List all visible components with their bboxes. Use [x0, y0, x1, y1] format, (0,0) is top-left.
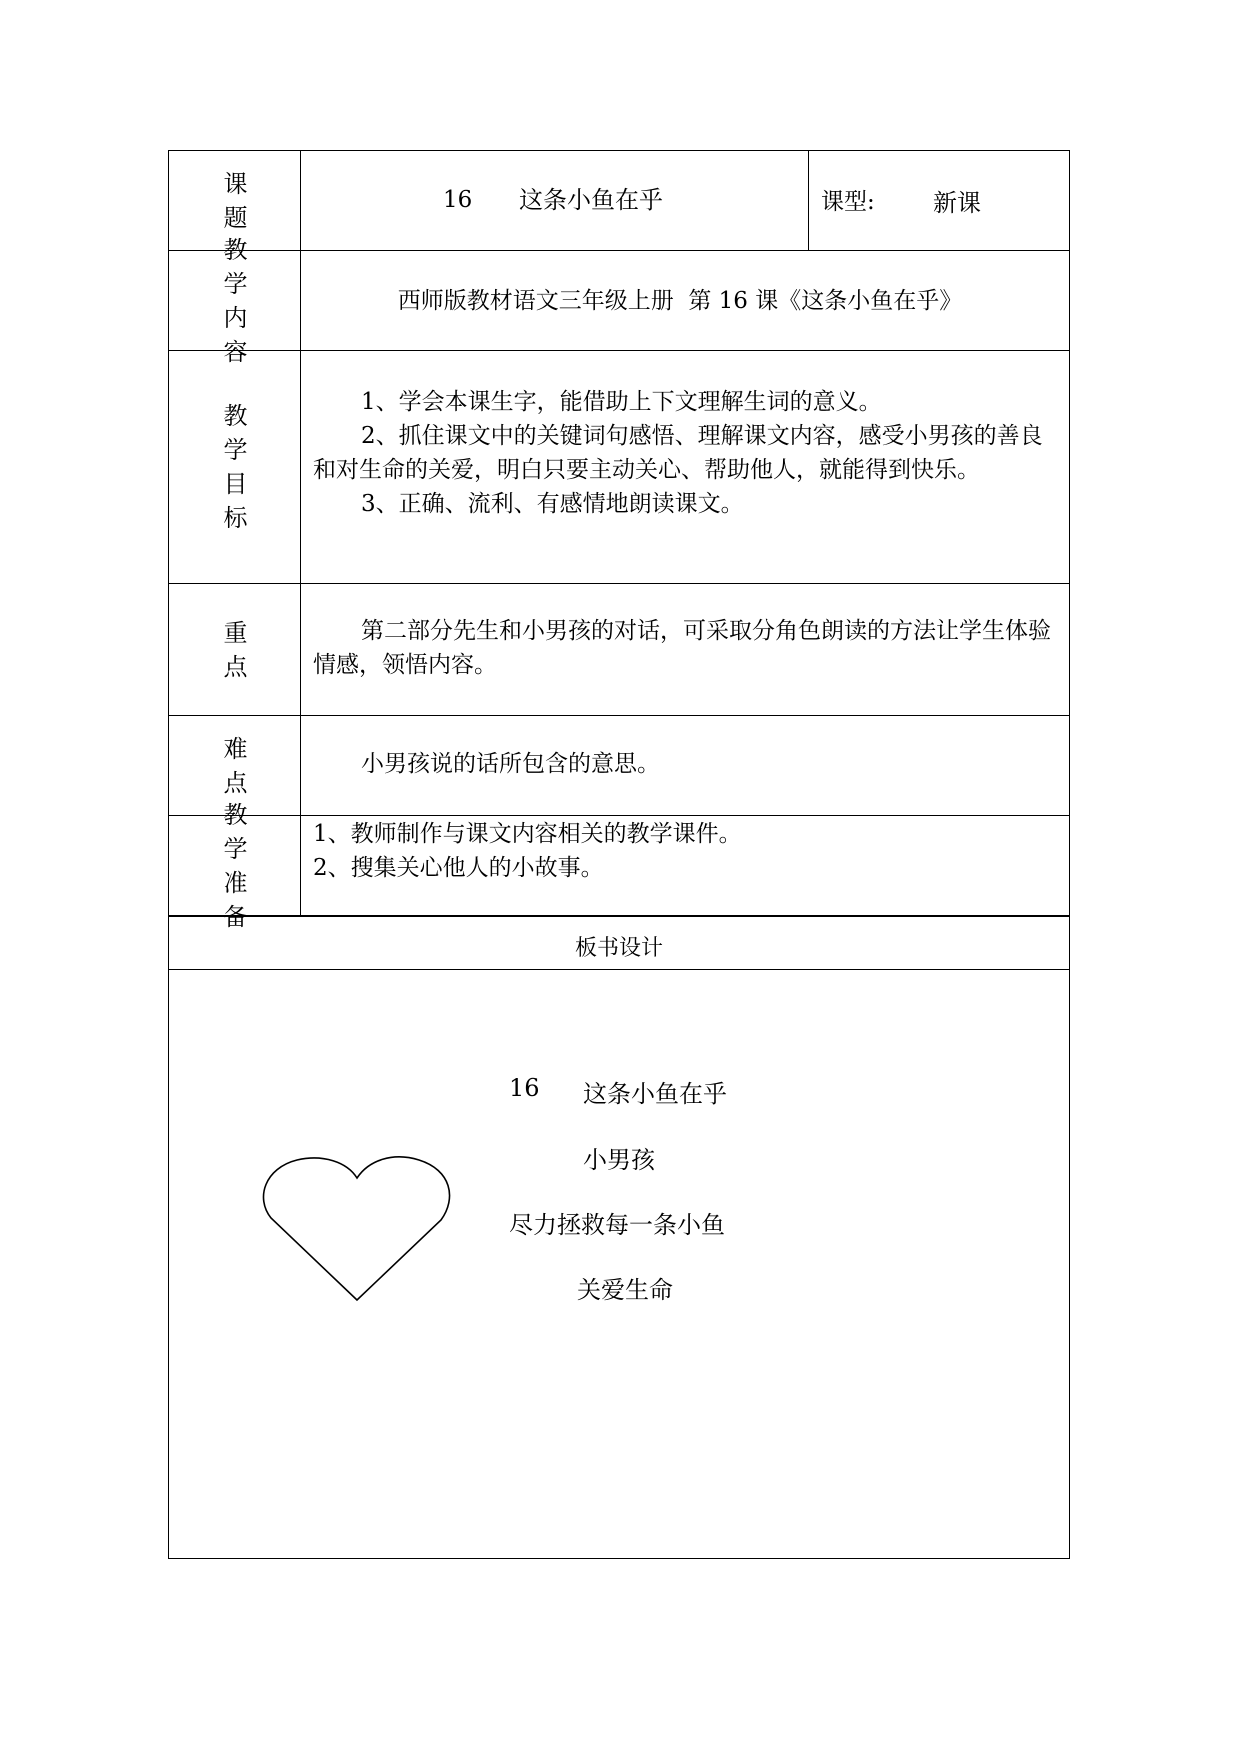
teaching-content-label: [206, 233, 276, 369]
key-points-label-cell: [169, 584, 301, 715]
label-line: 教 学: [223, 800, 258, 863]
label-line: 教 学: [223, 402, 258, 464]
lesson-type-label: 课型:: [821, 189, 875, 215]
lesson-title: 这条小鱼在乎: [519, 186, 663, 214]
difficulties-text: 小男孩说的话所包含的意思。: [361, 751, 660, 777]
board-line-love-life: 关爱生命: [577, 1276, 673, 1304]
difficulties-label: 难 点: [223, 734, 258, 797]
teaching-content-label-cell: [169, 235, 301, 366]
difficulties-cell: [301, 716, 1069, 815]
board-line-rescue: 尽力拯救每一条小鱼: [509, 1211, 725, 1239]
lesson-number: 16: [443, 187, 473, 213]
key-points-label: 重 点: [223, 618, 258, 681]
teaching-objectives-label-cell: [169, 351, 301, 583]
preparation-row: [169, 800, 1069, 931]
board-design-header-row: [169, 916, 1069, 970]
lesson-plan-table: [168, 150, 1070, 1559]
preparation-label: [206, 798, 276, 934]
key-points-cell: [301, 584, 1069, 715]
board-design-area: [169, 970, 1069, 1558]
lesson-type-value: 新课: [933, 189, 981, 217]
objective-item: 2、抓住课文中的关键词句感悟、理解课文内容，感受小男孩的善良和对生命的关爱，明白只要主动关心、帮助他人，就能得到快乐。: [313, 423, 1043, 483]
heart-outline-icon: [261, 1138, 461, 1308]
lesson-title-cell: [301, 151, 809, 250]
preparation-cell: [301, 816, 1069, 915]
teaching-objectives-cell: [301, 351, 1069, 583]
preparation-item: 2、搜集关心他人的小故事。: [313, 855, 604, 881]
teaching-objectives-label: [206, 399, 276, 535]
lesson-title-row: [169, 151, 1069, 251]
board-design-header: 板书设计: [574, 936, 663, 961]
board-line-boy: 小男孩: [583, 1146, 655, 1174]
label-line: 内 容: [223, 303, 258, 366]
objective-item: 1、学会本课生字，能借助上下文理解生词的意义。: [361, 389, 882, 415]
key-points-text: 第二部分先生和小男孩的对话，可采取分角色朗读的方法让学生体验情感，领悟内容。: [313, 618, 1051, 678]
teaching-content-row: [169, 235, 1069, 366]
preparation-item: 1、教师制作与课文内容相关的教学课件。: [313, 821, 742, 847]
difficulties-row: [169, 716, 1069, 816]
board-lesson-number: 16: [509, 1074, 540, 1102]
teaching-objectives-row: [169, 351, 1069, 584]
board-lesson-title: 这条小鱼在乎: [583, 1080, 727, 1108]
label-line: 目 标: [223, 470, 258, 532]
teaching-content-text: 西师版教材语文三年级上册 第 16 课《这条小鱼在乎》: [397, 287, 963, 314]
label-line: 教 学: [223, 235, 258, 298]
key-points-row: [169, 584, 1069, 716]
preparation-label-cell: [169, 800, 301, 931]
label-line: 准 备: [223, 868, 258, 931]
lesson-type-cell: [809, 151, 1069, 250]
teaching-content-cell: [301, 251, 1069, 350]
lesson-title-label: 课 题: [223, 169, 258, 232]
objective-item: 3、正确、流利、有感情地朗读课文。: [361, 491, 744, 517]
